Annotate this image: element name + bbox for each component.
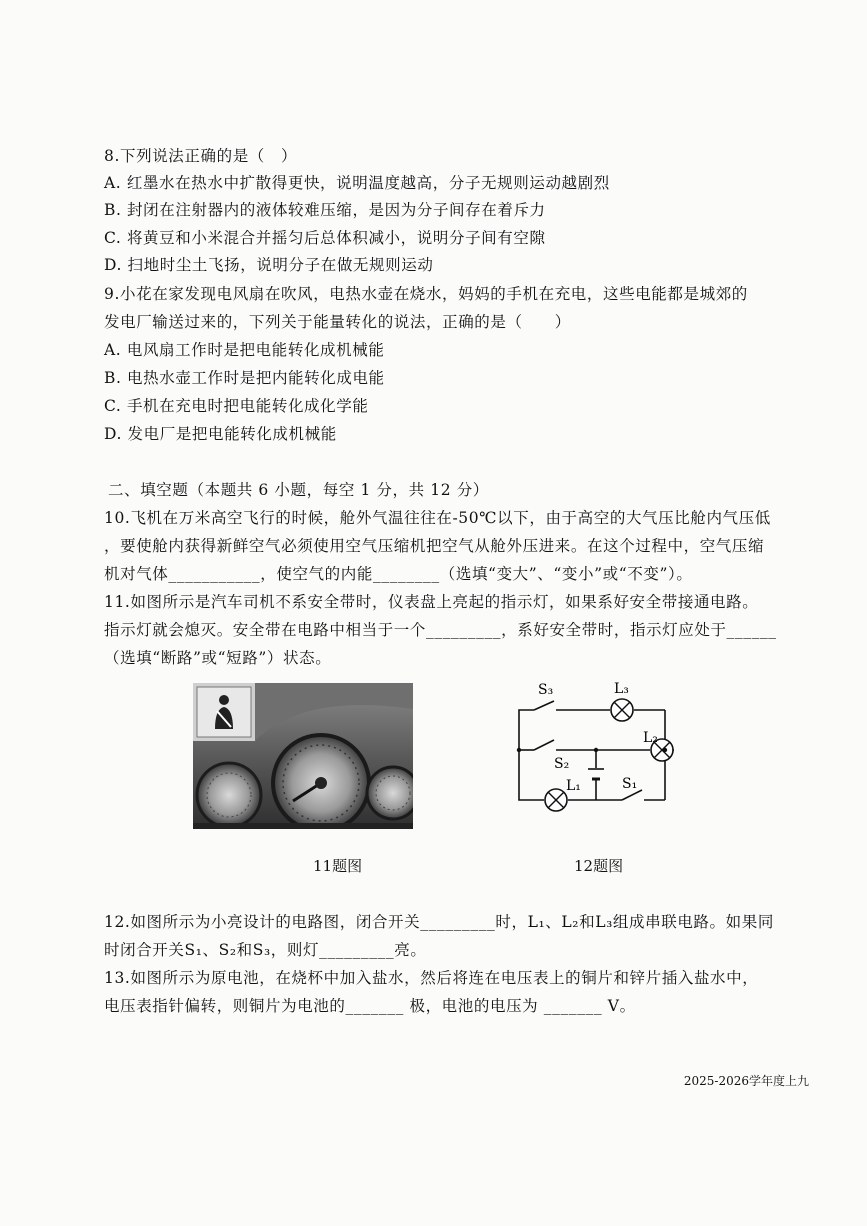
q9-option-c: C. 手机在充电时把电能转化成化学能 [104, 397, 369, 415]
q8-option-c: C. 将黄豆和小米混合并摇匀后总体积减小，说明分子间有空隙 [104, 229, 546, 247]
q9-option-a: A. 电风扇工作时是把电能转化成机械能 [104, 341, 385, 359]
page-footer: 2025-2026学年度上九 [683, 1074, 809, 1088]
fig12-caption: 12题图 [574, 857, 624, 875]
q11-line2: 指示灯就会熄灭。安全带在电路中相当于一个_________，系好安全带时，指示灯应处于______ [104, 621, 777, 639]
q13-line1: 13.如图所示为原电池，在烧杯中加入盐水，然后将连在电压表上的铜片和锌片插入盐水中， [104, 969, 759, 987]
q9-option-d: D. 发电厂是把电能转化成机械能 [104, 425, 337, 443]
lamp-l3-icon [611, 699, 633, 721]
circuit-diagram [512, 676, 682, 824]
q10-line2: ，要使舱内获得新鲜空气必须使用空气压缩机把空气从舱外压进来。在这个过程中，空气压缩 [104, 537, 765, 555]
dashboard-photo [193, 683, 413, 829]
q8-option-d: D. 扫地时尘土飞扬，说明分子在做无规则运动 [104, 256, 434, 274]
circuit-diagram-graphic [512, 676, 682, 824]
section2-heading: 二、填空题（本题共 6 小题，每空 1 分，共 12 分） [108, 481, 489, 499]
label-s1: S₁ [622, 776, 638, 792]
q10-line1: 10.飞机在万米高空飞行的时候，舱外气温往往在-50℃以下，由于高空的大气压比舱内气压低 [104, 509, 771, 527]
q9-option-b: B. 电热水壶工作时是把内能转化成电能 [104, 369, 385, 387]
q11-line3: （选填“断路”或“短路”）状态。 [104, 649, 332, 667]
q8-stem: 8.下列说法正确的是（ ） [104, 147, 298, 165]
q8-option-b: B. 封闭在注射器内的液体较难压缩，是因为分子间存在着斥力 [104, 201, 546, 219]
q9-stem-line1: 9.小花在家发现电风扇在吹风，电热水壶在烧水，妈妈的手机在充电，这些电能都是城郊的 [104, 285, 748, 303]
label-l3: L₃ [614, 681, 629, 697]
q9-stem-line2: 发电厂输送过来的，下列关于能量转化的说法，正确的是（ ） [104, 313, 571, 331]
fig11-caption: 11题图 [313, 857, 363, 875]
q12-line2: 时闭合开关S₁、S₂和S₃，则灯_________亮。 [104, 941, 427, 959]
lamp-l1-icon [545, 789, 567, 811]
q11-line1: 11.如图所示是汽车司机不系安全带时，仪表盘上亮起的指示灯，如果系好安全带接通电路。 [104, 593, 759, 611]
label-s2: S₂ [554, 756, 570, 772]
q10-line3: 机对气体___________，使空气的内能________（选填“变大”、“变小”或“不变”）。 [104, 565, 693, 583]
label-l1: L₁ [566, 778, 581, 794]
q8-option-a: A. 红墨水在热水中扩散得更快，说明温度越高，分子无规则运动越剧烈 [104, 174, 610, 192]
label-l2: L₂ [643, 730, 658, 746]
q12-line1: 12.如图所示为小亮设计的电路图，闭合开关_________时，L₁、L₂和L₃组成串联电路。如果同 [104, 913, 774, 931]
dashboard-photo-graphic [193, 683, 413, 829]
label-s3: S₃ [538, 682, 554, 698]
q13-line2: 电压表指针偏转，则铜片为电池的_______ 极，电池的电压为 _______ V。 [104, 997, 636, 1015]
